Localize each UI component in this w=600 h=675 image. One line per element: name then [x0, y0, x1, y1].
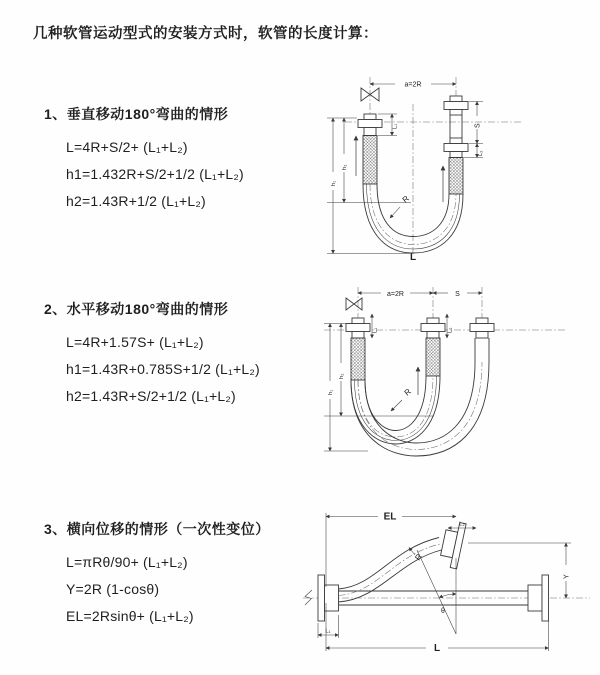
- dim-label-h-outer: h₁: [328, 389, 334, 395]
- formula-line: EL=2Rsinθ+ (L₁+L₂): [66, 608, 194, 624]
- formula-line: h1=1.43R+0.785S+1/2 (L₁+L₂): [66, 361, 260, 377]
- diagram-horizontal-180: [310, 283, 590, 458]
- formula-line: L=4R+S/2+ (L₁+L₂): [66, 139, 188, 155]
- fitting-right: [470, 318, 494, 338]
- dim-label-h-inner: h₂: [342, 164, 348, 170]
- dim-label-span: a=2R: [404, 81, 422, 89]
- dim-label-radius: R: [413, 552, 424, 563]
- formula-line: h1=1.432R+S/2+1/2 (L₁+L₂): [66, 166, 244, 182]
- dim-label-length: L: [433, 643, 441, 654]
- section-3-formulas: [44, 549, 270, 630]
- braided-hose-middle: [426, 338, 440, 376]
- dim-label-radius: R: [402, 386, 413, 398]
- valve-icon: [361, 88, 379, 101]
- braided-hose-left: [351, 338, 365, 380]
- pipe-break-icon: [305, 590, 312, 605]
- dim-label-h-outer: h₁: [331, 180, 337, 186]
- formula-line: Y=2R (1-cosθ): [66, 581, 160, 597]
- diagram-vertical-180: [313, 72, 590, 262]
- formula-line: h2=1.43R+S/2+1/2 (L₁+L₂): [66, 388, 236, 404]
- dim-label-fitting-left: L₁: [392, 123, 399, 129]
- dim-label-theta: θ: [441, 608, 445, 615]
- section-2-heading: 2、水平移动180°弯曲的情形: [44, 301, 229, 317]
- formula-line: h2=1.43R+1/2 (L₁+L₂): [66, 193, 206, 209]
- dim-label-length: L: [409, 252, 417, 263]
- section-2: [44, 299, 260, 410]
- section-1-heading: 1、垂直移动180°弯曲的情形: [44, 106, 229, 122]
- dim-label-h-inner: h₂: [339, 373, 345, 379]
- valve-icon: [346, 298, 362, 310]
- dim-label-y: Y: [563, 574, 571, 579]
- page-title: 几种软管运动型式的安装方式时，软管的长度计算：: [33, 26, 378, 42]
- fitting-left: [346, 318, 370, 338]
- section-2-formulas: [44, 329, 260, 410]
- braided-hose-right: [449, 158, 463, 195]
- dim-label-fitting-top: L₂: [459, 521, 465, 528]
- dim-label-stroke: S: [455, 290, 460, 298]
- dim-label-stroke: S: [474, 123, 482, 128]
- formula-line: L=4R+1.57S+ (L₁+L₂): [66, 334, 204, 350]
- section-3: [44, 519, 270, 630]
- dim-label-span: a=2R: [387, 290, 404, 298]
- section-1-formulas: [44, 134, 244, 215]
- dim-label-fitting-left: L₁: [372, 327, 379, 333]
- dim-label-radius: R: [400, 193, 411, 205]
- section-1: [44, 104, 244, 215]
- diagram-lateral-displacement: [298, 503, 595, 660]
- fitting-middle: [421, 318, 445, 338]
- dim-label-fitting-mid: L₂: [447, 327, 454, 333]
- section-3-heading: 3、横向位移的情形（一次性变位）: [44, 521, 270, 537]
- dim-label-fitting-right: L₂: [478, 150, 484, 156]
- dim-label-el: EL: [383, 511, 397, 523]
- dim-label-fitting-left: L₁: [325, 628, 331, 635]
- braided-hose-left: [363, 136, 377, 185]
- formula-line: L=πRθ/90+ (L₁+L₂): [66, 554, 188, 570]
